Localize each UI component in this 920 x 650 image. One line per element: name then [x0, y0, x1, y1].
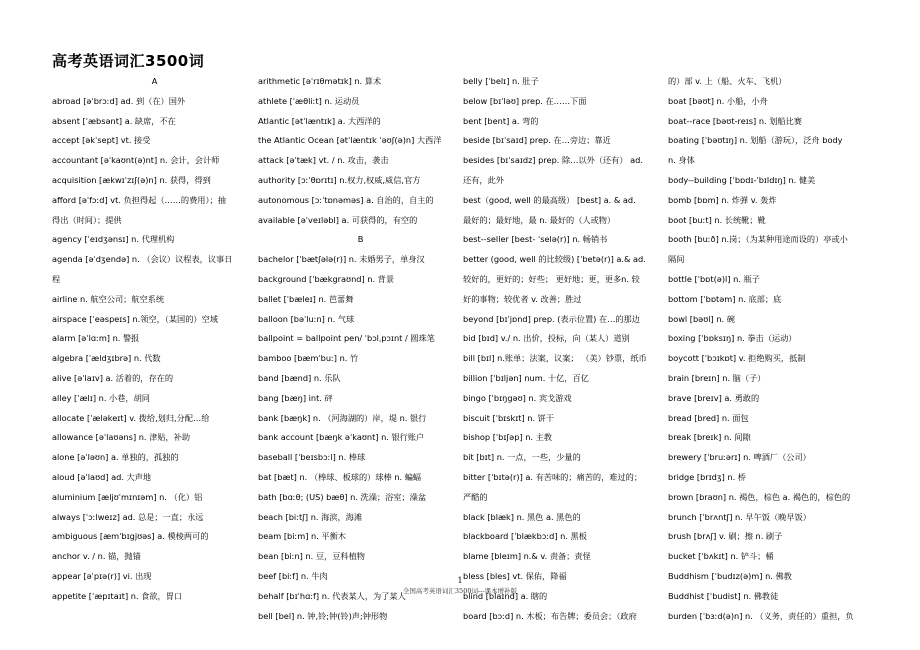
vocab-line: airline n. 航空公司；航空系统	[52, 293, 165, 304]
vocab-line: 好的事物；较优者 v. 改善；胜过	[463, 293, 582, 304]
vocab-line: appetite [ˈæpɪtaɪt] n. 食欲，胃口	[52, 590, 183, 601]
vocab-line: bless [bles] vt. 保佑，降福	[463, 570, 567, 581]
column-1	[52, 72, 257, 607]
vocab-line: best--seller [best- ˈselə(r)] n. 畅销书	[463, 234, 608, 245]
vocab-line: abroad [əˈbrɔːd] ad. 到（在）国外	[52, 95, 186, 106]
vocab-line: brown [braʊn] n. 褐色，棕色 a. 褐色的，棕色的	[668, 491, 851, 502]
vocab-line: beside [bɪˈsaɪd] prep. 在…旁边；靠近	[463, 135, 611, 146]
vocab-line: besides [bɪˈsaɪdz] prep. 除…以外（还有） ad.	[463, 155, 643, 166]
vocab-line: belly [ˈbelɪ] n. 肚子	[463, 76, 539, 86]
vocab-line: blame [bleɪm] n.& v. 责备；责怪	[463, 551, 591, 562]
column-3	[463, 72, 668, 626]
vocab-line: authority [ɔːˈθɒrɪtɪ] n.权力,权威,威信,官方	[258, 174, 421, 185]
section-letter-heading: A	[151, 76, 158, 86]
vocab-line: bell [bel] n. 钟,铃;钟(铃)声;钟形物	[258, 610, 388, 621]
vocab-line: alone [əˈləʊn] a. 单独的，孤独的	[52, 452, 179, 463]
vocab-line: alive [əˈlaɪv] a. 活着的，存在的	[52, 372, 174, 383]
vocab-line: 较好的，更好的；好些； 更好地；更，更多n. 较	[463, 273, 640, 284]
vocab-line: ambiguous [æmˈbɪgjʊəs] a. 模棱两可的	[52, 531, 209, 542]
vocab-line: burden [ˈbɜːd(ə)n] n. （义务，责任的）重担，负	[668, 610, 854, 621]
vocab-line: brave [breɪv] a. 勇敢的	[668, 392, 760, 403]
vocab-line: 的）部 v. 上（船、火车、飞机）	[668, 76, 787, 86]
vocab-line: bowl [bəʊl] n. 碗	[668, 313, 735, 324]
vocab-line: beef [biːf] n. 牛肉	[258, 570, 328, 581]
vocab-line: Buddhism [ˈbudɪz(ə)m] n. 佛教	[668, 570, 792, 581]
vocab-line: afford [əˈfɔːd] vt. 负担得起（……的费用）；抽	[52, 194, 226, 205]
vocab-line: agency [ˈeɪdʒənsɪ] n. 代理机构	[52, 234, 175, 245]
vocab-line: boat [bəʊt] n. 小船，小舟	[668, 95, 768, 106]
vocab-line: arithmetic [əˈrɪθmətɪk] n. 算术	[258, 76, 382, 86]
vocab-line: billion [ˈbɪljən] num. 十亿，百亿	[463, 372, 589, 383]
vocab-line: bamboo [bæmˈbuː] n. 竹	[258, 353, 359, 364]
vocab-line: biscuit [ˈbɪskɪt] n. 饼干	[463, 412, 555, 423]
vocab-line: 最好的；最好地，最 n. 最好的（人或物）	[463, 214, 616, 225]
vocab-line: baseball [ˈbeɪsbɔːl] n. 棒球	[258, 452, 366, 463]
vocab-line: brewery [ˈbruːərɪ] n. 啤酒厂（公司）	[668, 452, 811, 463]
vocab-line: accountant [əˈkaʊnt(ə)nt] n. 会计，会计师	[52, 155, 220, 166]
footer-text: 全国高考英语词汇3500词---课本增补版	[402, 587, 518, 595]
vocab-line: bucket [ˈbʌkɪt] n. 铲斗；桶	[668, 551, 774, 562]
page-title: 高考英语词汇3500词	[52, 52, 205, 70]
column-2	[258, 72, 463, 626]
vocab-line: bomb [bɒm] n. 炸弹 v. 轰炸	[668, 194, 777, 205]
vocab-line: beam [biːm] n. 平衡木	[258, 531, 346, 542]
vocab-line: brain [breɪn] n. 脑（子）	[668, 372, 766, 383]
vocab-line: accept [əkˈsept] vt. 接受	[52, 135, 151, 146]
vocab-line: bank account [bæŋk əˈkaʊnt] n. 银行账户	[258, 432, 425, 443]
vocab-line: anchor v. / n. 锚，抛锚	[52, 551, 141, 562]
vocab-line: boat--race [bəʊt-reɪs] n. 划船比赛	[668, 115, 802, 126]
vocab-line: absent [ˈæbsənt] a. 缺席，不在	[52, 115, 176, 126]
vocab-line: always [ˈɔːlweɪz] ad. 总是；一直；永远	[52, 511, 204, 522]
vocab-line: bath [bɑːθ; (US) bæθ] n. 洗澡；浴室；澡盆	[258, 491, 427, 502]
vocab-line: boycott [ˈbɔɪkɒt] v. 拒绝购买，抵制	[668, 353, 806, 364]
vocab-line: balloon [bəˈluːn] n. 气球	[258, 313, 355, 324]
vocab-line: n. 身体	[668, 155, 695, 166]
vocab-line: blind [blaɪnd] a. 瞎的	[463, 590, 548, 601]
vocab-line: bent [bent] a. 弯的	[463, 115, 539, 126]
vocab-line: bit [bɪt] n. 一点，一些，少量的	[463, 452, 581, 463]
vocab-line: bean [biːn] n. 豆，豆科植物	[258, 551, 365, 562]
vocab-line: agenda [əˈdʒendə] n. （会议）议程表，议事日	[52, 254, 233, 265]
vocab-line: bat [bæt] n. （棒球、板球的）球棒 n. 蝙蝠	[258, 471, 422, 482]
vocab-line: aloud [əˈlaʊd] ad. 大声地	[52, 471, 152, 482]
vocab-line: bottle [ˈbɒt(ə)l] n. 瓶子	[668, 273, 760, 284]
vocab-line: ballpoint = ballpoint pen/ ˈbɔlˌpɔɪnt / 圆珠笔	[258, 333, 435, 344]
vocab-line: bid [bɪd] v./ n. 出价，投标，向（某人）道别	[463, 333, 630, 344]
vocab-line: 得出（时间）；提供	[52, 214, 122, 225]
vocab-line: Buddhist [ˈbudist] n. 佛教徒	[668, 590, 779, 601]
page-number: 1	[457, 576, 463, 585]
vocab-line: 还有，此外	[463, 174, 504, 185]
vocab-line: airspace [ˈeəspeɪs] n.领空，（某国的）空域	[52, 313, 218, 324]
vocab-line: alarm [əˈlɑːm] n. 警报	[52, 333, 140, 344]
vocab-line: available [əˈveɪləbl] a. 可获得的，有空的	[258, 214, 418, 225]
vocab-line: 严酷的	[463, 491, 488, 502]
vocab-line: bachelor [ˈbætʃələ(r)] n. 未婚男子，单身汉	[258, 254, 425, 265]
vocab-line: acquisition [ækwɪˈzɪʃ(ə)n] n. 获得，得到	[52, 174, 211, 185]
vocab-line: boxing [ˈbɒksɪŋ] n. 拳击（运动）	[668, 333, 797, 344]
vocab-line: bang [bæŋ] int. 砰	[258, 392, 333, 403]
vocab-line: aluminium [æljʊˈmɪnɪəm] n. （化）铝	[52, 491, 203, 502]
vocab-line: better (good, well 的比较级) [ˈbetə(r)] a.& ad.	[463, 254, 646, 265]
vocab-line: bank [bæŋk] n. （河海湖的）岸，堤 n. 银行	[258, 412, 427, 423]
vocab-line: appear [əˈpɪə(r)] vi. 出现	[52, 570, 152, 581]
vocab-line: 程	[52, 273, 61, 284]
vocab-line: board [bɔːd] n. 木板；布告牌；委员会；（政府	[463, 610, 637, 621]
vocab-line: bread [bred] n. 面包	[668, 412, 749, 423]
vocab-line: bill [bɪl] n.账单；法案，议案； （美）钞票，纸币	[463, 353, 647, 364]
vocab-line: boating [ˈbəʊtɪŋ] n. 划船（游玩），泛舟 body	[668, 135, 843, 146]
vocab-line: ballet [ˈbæleɪ] n. 芭蕾舞	[258, 293, 354, 304]
vocab-line: bingo [ˈbɪŋgəʊ] n. 宾戈游戏	[463, 392, 572, 403]
column-4	[668, 72, 873, 626]
vocab-line: brush [brʌʃ] v. 刷；擦 n. 刷子	[668, 531, 783, 542]
vocab-line: black [blæk] n. 黑色 a. 黑色的	[463, 511, 581, 522]
vocab-line: algebra [ˈældʒɪbrə] n. 代数	[52, 353, 161, 364]
vocab-line: bishop [ˈbɪʃəp] n. 主教	[463, 432, 552, 443]
vocab-line: behalf [bɪˈhɑːf] n. 代表某人，为了某人	[258, 590, 406, 601]
vocab-line: band [bænd] n. 乐队	[258, 372, 341, 383]
vocab-line: beach [biːtʃ] n. 海滨，海滩	[258, 511, 363, 522]
vocab-line: beyond [bɪˈjɒnd] prep. (表示位置) 在…的那边	[463, 313, 640, 324]
vocab-line: athlete [ˈæθliːt] n. 运动员	[258, 95, 360, 106]
vocab-line: bitter [ˈbɪtə(r)] a. 有苦味的；痛苦的，难过的；	[463, 471, 643, 482]
vocab-line: below [bɪˈləʊ] prep. 在……下面	[463, 95, 587, 106]
vocab-line: 隔间	[668, 254, 685, 265]
vocab-line: the Atlantic Ocean [ətˈlæntɪk ˈəʊʃ(ə)n] 大西洋	[258, 135, 442, 146]
vocab-line: boot [buːt] n. 长统靴；靴	[668, 214, 766, 225]
vocab-line: bridge [brɪdʒ] n. 桥	[668, 471, 746, 482]
section-letter-heading: B	[357, 234, 364, 245]
vocab-line: body--building [ˈbɒdɪ-ˈbɪldɪŋ] n. 健美	[668, 174, 816, 185]
vocab-line: booth [buːð] n.岗；（为某种用途而设的）亭或小	[668, 234, 848, 245]
vocab-line: allocate [ˈæləkeɪt] v. 拨给,划归,分配…给	[52, 412, 210, 423]
vocab-line: brunch [ˈbrʌntʃ] n. 早午饭（晚早饭）	[668, 511, 811, 522]
vocab-line: allowance [əˈlaʊəns] n. 津贴，补助	[52, 432, 191, 443]
vocab-line: break [breɪk] n. 间隙	[668, 432, 751, 443]
vocab-line: blackboard [ˈblækbɔːd] n. 黑板	[463, 531, 587, 542]
vocab-line: best（good, well 的最高级） [best] a. & ad.	[463, 194, 636, 205]
vocab-line: autonomous [ɔːˈtɒnəməs] a. 自治的，自主的	[258, 194, 434, 205]
vocab-line: alley [ˈælɪ] n. 小巷，胡同	[52, 392, 150, 403]
vocab-line: bottom [ˈbɒtəm] n. 底部；底	[668, 293, 782, 304]
vocab-line: background [ˈbækgraʊnd] n. 背景	[258, 273, 395, 284]
vocab-line: Atlantic [ətˈlæntɪk] a. 大西洋的	[258, 115, 381, 126]
vocab-line: attack [əˈtæk] vt. / n. 攻击，袭击	[258, 155, 389, 166]
